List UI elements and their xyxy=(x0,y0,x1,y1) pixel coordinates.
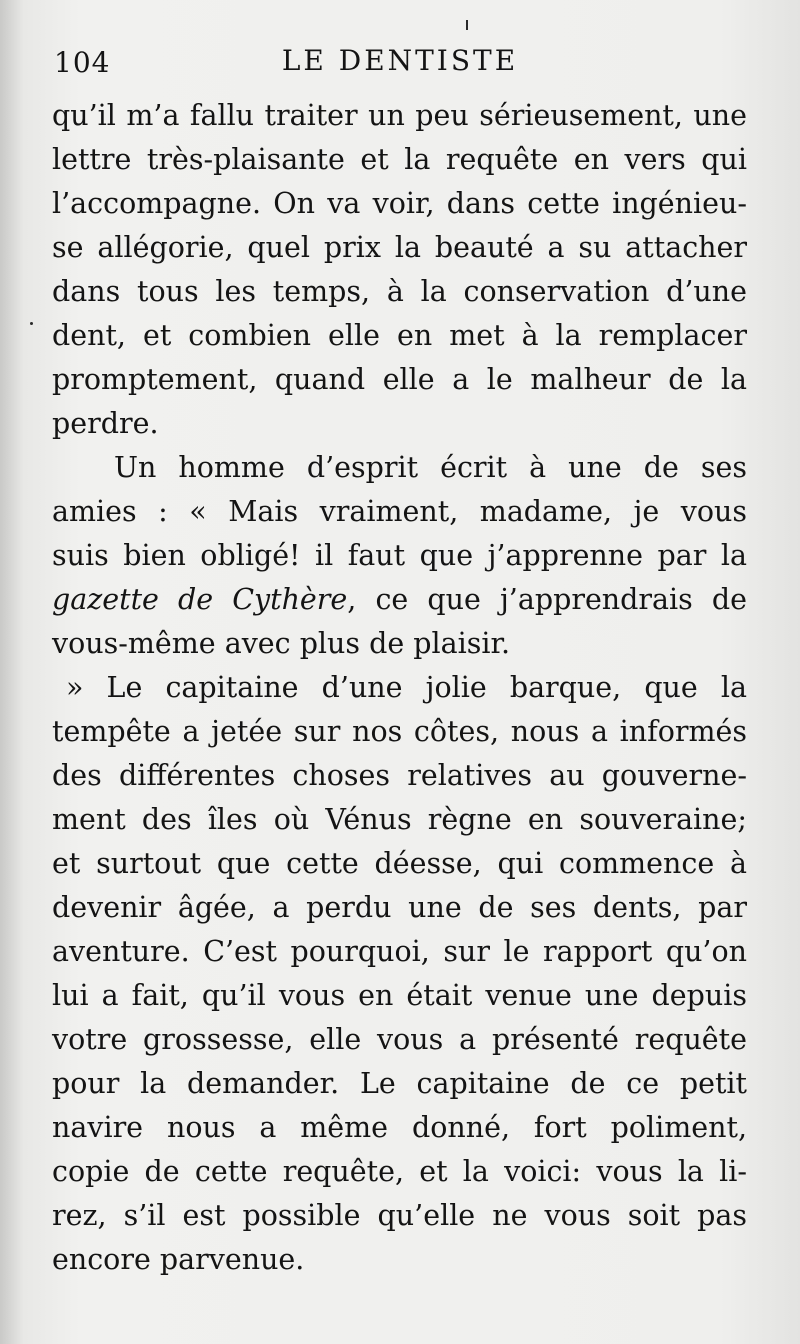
text-line: dent, et combien elle en met à la remplacer xyxy=(52,319,747,352)
text-line: votre grossesse, elle vous a présenté requête xyxy=(52,1023,747,1056)
text-line: lettre très-plaisante et la requête en vers qui xyxy=(52,143,747,176)
text-line-rest: , ce que j’apprendrais de xyxy=(347,583,747,616)
text-line: rez, s’il est possible qu’elle ne vous soit pas xyxy=(52,1199,747,1232)
text-line: et surtout que cette déesse, qui commence à xyxy=(52,847,747,880)
text-line: amies : « Mais vraiment, madame, je vous xyxy=(52,495,747,528)
text-line: navire nous a même donné, fort poliment, xyxy=(52,1111,747,1144)
text-line: pour la demander. Le capitaine de ce petit xyxy=(52,1067,747,1100)
text-line: » Le capitaine d’une jolie barque, que la xyxy=(66,671,747,704)
text-line: aventure. C’est pourquoi, sur le rapport qu’on xyxy=(52,935,747,968)
text-line: lui a fait, qu’il vous en était venue une depuis xyxy=(52,979,747,1012)
text-line: perdre. xyxy=(52,407,159,440)
page-body xyxy=(52,94,747,1282)
text-line: Un homme d’esprit écrit à une de ses xyxy=(114,451,747,484)
text-line: l’accompagne. On va voir, dans cette ingénieu- xyxy=(52,187,747,220)
text-line: des différentes choses relatives au gouverne- xyxy=(52,759,747,792)
text-line: ment des îles où Vénus règne en souveraine; xyxy=(52,803,747,836)
text-line xyxy=(52,578,747,622)
text-line: devenir âgée, a perdu une de ses dents, par xyxy=(52,891,747,924)
text-line: encore parvenue. xyxy=(52,1243,305,1276)
text-line: suis bien obligé! il faut que j’apprenne par la xyxy=(52,539,747,572)
text-line: qu’il m’a fallu traiter un peu sérieusement, une xyxy=(52,99,747,132)
text-line: dans tous les temps, à la conservation d’une xyxy=(52,275,747,308)
italic-title: gazette de Cythère xyxy=(52,583,348,616)
side-speck xyxy=(30,322,33,325)
text-line: tempête a jetée sur nos côtes, nous a informés xyxy=(52,715,747,748)
top-specks xyxy=(466,20,468,30)
text-line: vous-même avec plus de plaisir. xyxy=(52,627,511,660)
text-line: promptement, quand elle a le malheur de la xyxy=(52,363,747,396)
text-line: se allégorie, quel prix la beauté a su attacher xyxy=(52,231,747,264)
text-line: copie de cette requête, et la voici: vous la li- xyxy=(52,1155,747,1188)
page-number: 104 xyxy=(54,46,111,79)
running-title: LE DENTISTE xyxy=(281,44,519,77)
